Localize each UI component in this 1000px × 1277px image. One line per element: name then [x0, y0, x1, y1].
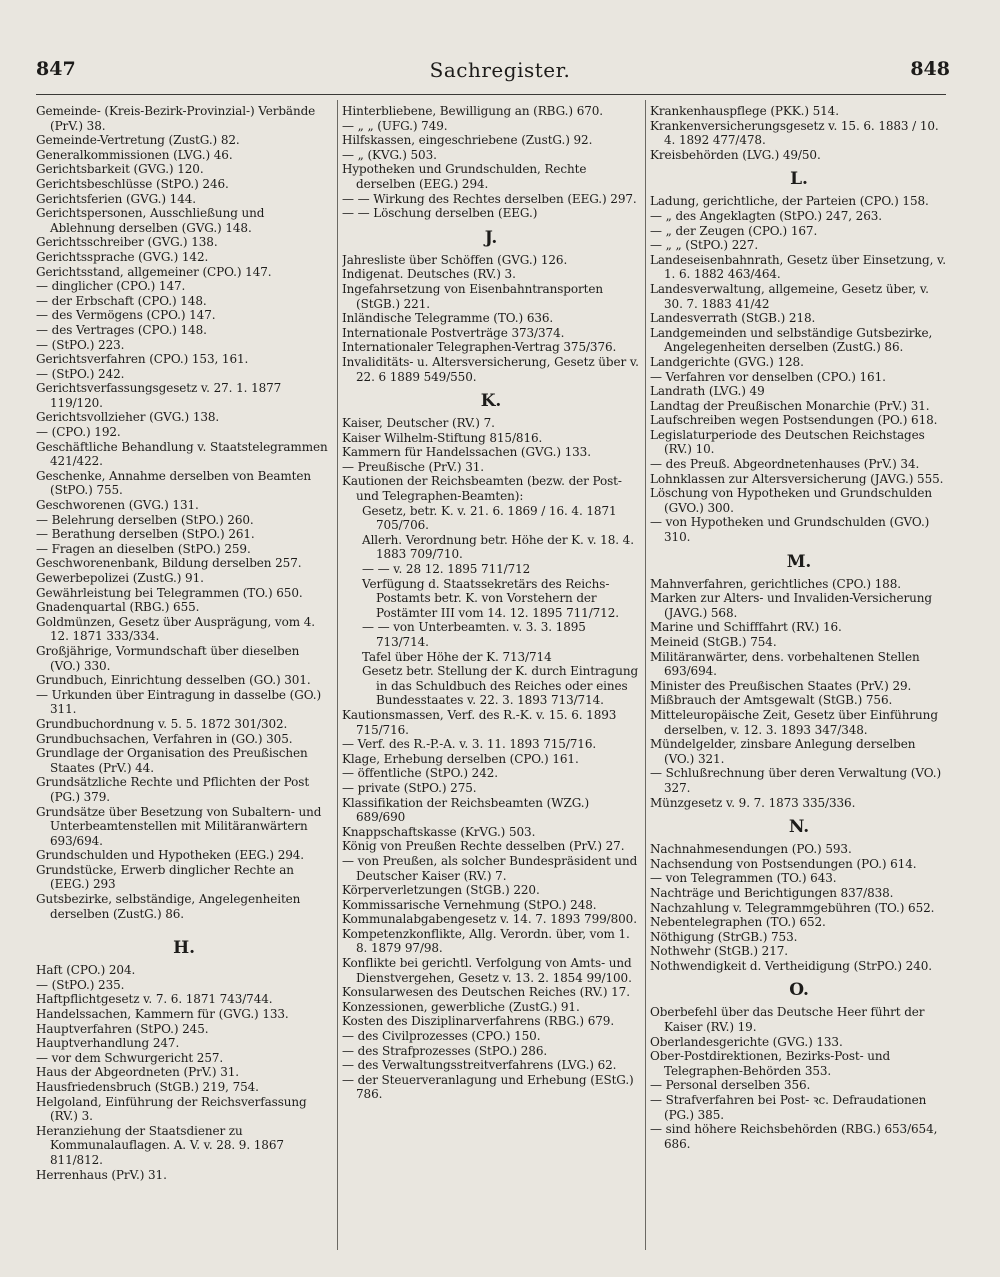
index-entry: Haftpflichtgesetz v. 7. 6. 1871 743/744. — [36, 992, 273, 1007]
index-entry: Münzgesetz v. 9. 7. 1873 335/336. — [650, 795, 856, 810]
index-entry: Gesetz, betr. K. v. 21. 6. 1869 / 16. 4. 1871 705/706. — [362, 503, 617, 533]
index-entry: Grundbuchordnung v. 5. 5. 1872 301/302. — [36, 716, 288, 731]
index-entry: — Schlußrechnung über deren Verwaltung (VO.) 327. — [650, 766, 942, 795]
index-entry: Konsularwesen des Deutschen Reiches (RV.) 17. — [342, 985, 630, 1000]
index-entry: Kreisbehörden (LVG.) 49/50. — [650, 147, 821, 162]
index-entry: Nothwendigkeit d. Vertheidigung (StrPO.) 240. — [650, 958, 932, 973]
spacer — [36, 921, 332, 931]
index-entry: — von Preußen, als solcher Bundespräsident und Deutscher Kaiser (RV.) 7. — [342, 853, 638, 883]
index-entry: — (CPO.) 192. — [36, 425, 121, 440]
index-entry: — (StPO.) 242. — [36, 366, 125, 381]
index-column-2 — [342, 104, 640, 1254]
index-entry: Gerichtsverfahren (CPO.) 153, 161. — [36, 352, 249, 367]
index-entry: Mitteleuropäische Zeit, Gesetz über Einführung derselben, v. 12. 3. 1893 347/348. — [650, 707, 938, 737]
index-entry: Krankenhauspflege (PKK.) 514. — [650, 104, 839, 118]
index-entry: Hypotheken und Grundschulden, Rechte derselben (EEG.) 294. — [342, 162, 587, 191]
index-entry: — „ „ (StPO.) 227. — [650, 238, 759, 253]
index-entry: Landgerichte (GVG.) 128. — [650, 354, 804, 369]
index-entry: Kaiser Wilhelm-Stiftung 815/816. — [342, 430, 543, 445]
index-entry: — vor dem Schwurgericht 257. — [36, 1050, 224, 1065]
index-entry: Oberbefehl über das Deutsche Heer führt der Kaiser (RV.) 19. — [650, 1005, 925, 1035]
page-number-left: 847 — [36, 58, 76, 80]
index-entry: — — Wirkung des Rechtes derselben (EEG.) 297. — [342, 191, 637, 206]
index-entry: Nöthigung (StrGB.) 753. — [650, 929, 798, 944]
header-rule — [36, 94, 946, 95]
index-entry: Landgemeinden und selbständige Gutsbezirke, Angelegenheiten derselben (ZustG.) 86. — [650, 325, 933, 355]
index-entry: Körperverletzungen (StGB.) 220. — [342, 883, 540, 898]
index-entry: Gemeinde- (Kreis-Bezirk-Provinzial-) Verbände (PrV.) 38. — [36, 104, 316, 133]
index-entry: Hausfriedensbruch (StGB.) 219, 754. — [36, 1080, 259, 1094]
index-entry: — „ (KVG.) 503. — [342, 147, 437, 162]
index-entry: Mündelgelder, zinsbare Anlegung derselben (VO.) 321. — [650, 737, 916, 766]
index-entry: Kautionsmassen, Verf. des R.-K. v. 15. 6. 1893 715/716. — [342, 707, 617, 737]
index-entry: Kommunalabgabengesetz v. 14. 7. 1893 799/800. — [342, 912, 637, 927]
section-letter: H. — [173, 938, 195, 959]
index-entry: — der Steuerveranlagung und Erhebung (EStG.) 786. — [342, 1072, 634, 1102]
index-entry: Nachträge und Berichtigungen 837/838. — [650, 885, 894, 900]
index-entry: — „ des Angeklagten (StPO.) 247, 263. — [650, 208, 882, 223]
index-entry: — des Civilprozesses (CPO.) 150. — [342, 1029, 541, 1044]
index-entry: Jahresliste über Schöffen (GVG.) 126. — [342, 252, 568, 267]
index-entry: — von Hypotheken und Grundschulden (GVO.) 310. — [650, 515, 930, 545]
index-entry: Gerichtssprache (GVG.) 142. — [36, 249, 209, 264]
index-entry: Grundlage der Organisation des Preußischen Staates (PrV.) 44. — [36, 746, 308, 775]
index-entry: Nothwehr (StGB.) 217. — [650, 944, 788, 959]
index-entry: Indigenat. Deutsches (RV.) 3. — [342, 267, 516, 282]
index-entry: — „ der Zeugen (CPO.) 167. — [650, 223, 818, 238]
index-entry: — Belehrung derselben (StPO.) 260. — [36, 512, 254, 527]
index-entry: Grundsätze über Besetzung von Subaltern- und Unterbeamtenstellen mit Militäranwärtern 693/694. — [36, 804, 322, 848]
index-entry: Konflikte bei gerichtl. Verfolgung von Amts- und Dienstvergehen, Gesetz v. 13. 2. 1854 99/100. — [342, 956, 632, 985]
index-entry: Internationale Postverträge 373/374. — [342, 325, 565, 340]
index-entry: Goldmünzen, Gesetz über Ausprägung, vom 4. 12. 1871 333/334. — [36, 614, 315, 644]
column-divider — [337, 100, 338, 1250]
index-entry: Gerichtsschreiber (GVG.) 138. — [36, 235, 218, 250]
index-entry: Marken zur Alters- und Invaliden-Versicherung (JAVG.) 568. — [650, 591, 932, 620]
index-entry: — Verf. des R.-P.-A. v. 3. 11. 1893 715/716. — [342, 737, 597, 752]
index-entry: Gnadenquartal (RBG.) 655. — [36, 600, 200, 615]
index-entry: — — Löschung derselben (EEG.) — [342, 206, 538, 221]
index-entry: Gerichtsstand, allgemeiner (CPO.) 147. — [36, 264, 272, 279]
index-entry: Kammern für Handelssachen (GVG.) 133. — [342, 445, 591, 460]
index-entry: König von Preußen Rechte desselben (PrV.) 27. — [342, 839, 625, 854]
index-entry: Legislaturperiode des Deutschen Reichstages (RV.) 10. — [650, 427, 925, 457]
section-letter: O. — [789, 980, 809, 1001]
index-entry: Marine und Schifffahrt (RV.) 16. — [650, 620, 842, 635]
index-entry: Nebentelegraphen (TO.) 652. — [650, 915, 826, 930]
index-entry: Laufschreiben wegen Postsendungen (PO.) 618. — [650, 413, 938, 428]
index-entry: Internationaler Telegraphen-Vertrag 375/376. — [342, 340, 617, 355]
index-entry: — des Verwaltungsstreitverfahrens (LVG.) 62. — [342, 1058, 617, 1073]
index-entry: Inländische Telegramme (TO.) 636. — [342, 311, 554, 326]
index-entry: — des Vermögens (CPO.) 147. — [36, 308, 216, 323]
index-entry: Gutsbezirke, selbständige, Angelegenheiten derselben (ZustG.) 86. — [36, 892, 301, 921]
index-entry: Hilfskassen, eingeschriebene (ZustG.) 92. — [342, 133, 593, 148]
index-entry: Landesverwaltung, allgemeine, Gesetz über, v. 30. 7. 1883 41/42 — [650, 281, 929, 311]
index-entry: Kompetenzkonflikte, Allg. Verordn. über, vom 1. 8. 1879 97/98. — [342, 926, 630, 956]
index-entry: Nachsendung von Postsendungen (PO.) 614. — [650, 856, 917, 871]
section-letter: N. — [788, 817, 810, 838]
index-entry: Gesetz betr. Stellung der K. durch Eintragung in das Schuldbuch des Reiches oder eines Bundesstaates v. 22. 3. 1893 713/714. — [362, 664, 639, 708]
index-entry: Hinterbliebene, Bewilligung an (RBG.) 670. — [342, 104, 604, 118]
index-entry: — — v. 28 12. 1895 711/712 — [362, 562, 531, 577]
index-entry: Krankenversicherungsgesetz v. 15. 6. 1883 / 10. 4. 1892 477/478. — [650, 118, 939, 148]
index-entry: — Preußische (PrV.) 31. — [342, 459, 484, 474]
index-entry: Ladung, gerichtliche, der Parteien (CPO.) 158. — [650, 194, 929, 209]
index-column-1 — [36, 104, 332, 1254]
index-entry: — Berathung derselben (StPO.) 261. — [36, 527, 255, 542]
index-entry: Landtag der Preußischen Monarchie (PrV.) 31. — [650, 398, 930, 413]
index-entry: Klassifikation der Reichsbeamten (WZG.) 689/690 — [342, 795, 590, 825]
index-entry: Mißbrauch der Amtsgewalt (StGB.) 756. — [650, 693, 893, 708]
index-entry: Allerh. Verordnung betr. Höhe der K. v. 18. 4. 1883 709/710. — [362, 532, 634, 562]
index-entry: Gerichtsbarkeit (GVG.) 120. — [36, 162, 204, 177]
index-entry: — dinglicher (CPO.) 147. — [36, 279, 186, 294]
index-entry: — Personal derselben 356. — [650, 1078, 811, 1093]
index-entry: Geschenke, Annahme derselben von Beamten (StPO.) 755. — [36, 468, 312, 498]
index-entry: Konzessionen, gewerbliche (ZustG.) 91. — [342, 999, 580, 1014]
index-entry: Landesverrath (StGB.) 218. — [650, 311, 816, 326]
index-entry: — Verfahren vor denselben (CPO.) 161. — [650, 369, 886, 384]
index-entry: Nachzahlung v. Telegrammgebühren (TO.) 652. — [650, 900, 935, 915]
index-entry: Minister des Preußischen Staates (PrV.) 29. — [650, 678, 912, 693]
index-entry: Geschworenen (GVG.) 131. — [36, 498, 199, 513]
index-column-3 — [650, 104, 948, 1254]
index-entry: — des Preuß. Abgeordnetenhauses (PrV.) 34. — [650, 457, 920, 472]
index-entry: Helgoland, Einführung der Reichsverfassung (RV.) 3. — [36, 1094, 307, 1124]
index-entry: Hauptverhandlung 247. — [36, 1036, 180, 1051]
index-entry: Oberlandesgerichte (GVG.) 133. — [650, 1034, 843, 1049]
index-entry: Gemeinde-Vertretung (ZustG.) 82. — [36, 133, 240, 148]
index-entry: Großjährige, Vormundschaft über dieselben (VO.) 330. — [36, 643, 300, 673]
index-entry: Mahnverfahren, gerichtliches (CPO.) 188. — [650, 576, 901, 591]
index-entry: Grundbuchsachen, Verfahren in (GO.) 305. — [36, 731, 293, 746]
index-entry: Gerichtspersonen, Ausschließung und Ablehnung derselben (GVG.) 148. — [36, 206, 265, 235]
section-letter: J. — [484, 227, 498, 248]
index-entry: Lohnklassen zur Altersversicherung (JAVG.) 555. — [650, 471, 944, 486]
index-entry: — von Telegrammen (TO.) 643. — [650, 871, 837, 886]
index-entry: Militäranwärter, dens. vorbehaltenen Stellen 693/694. — [650, 649, 920, 679]
column-divider — [645, 100, 646, 1250]
index-entry: Löschung von Hypotheken und Grundschulden (GVO.) 300. — [650, 486, 933, 515]
index-entry: Ober-Postdirektionen, Bezirks-Post- und Telegraphen-Behörden 353. — [650, 1049, 891, 1078]
index-entry: Klage, Erhebung derselben (CPO.) 161. — [342, 751, 579, 766]
index-entry: Geschworenenbank, Bildung derselben 257. — [36, 556, 302, 571]
index-entry: Kaiser, Deutscher (RV.) 7. — [342, 416, 495, 431]
index-entry: Gewerbepolizei (ZustG.) 91. — [36, 571, 204, 585]
index-entry: Ingefahrsetzung von Eisenbahntransporten (StGB.) 221. — [342, 281, 603, 311]
index-entry: Gerichtsferien (GVG.) 144. — [36, 191, 196, 206]
index-entry: Geschäftliche Behandlung v. Staatstelegrammen 421/422. — [36, 439, 328, 469]
page-number-right: 848 — [910, 58, 950, 80]
section-letter: K. — [480, 391, 502, 412]
index-entry: — Strafverfahren bei Post- ꝛc. Defraudationen (PG.) 385. — [650, 1093, 927, 1122]
index-entry: Grundsätzliche Rechte und Pflichten der Post (PG.) 379. — [36, 775, 310, 804]
index-entry: — Fragen an dieselben (StPO.) 259. — [36, 541, 251, 556]
index-entry: Herrenhaus (PrV.) 31. — [36, 1167, 167, 1182]
index-entry: Gerichtsverfassungsgesetz v. 27. 1. 1877 119/120. — [36, 381, 282, 410]
index-entry: — (StPO.) 223. — [36, 337, 125, 352]
index-entry: — öffentliche (StPO.) 242. — [342, 766, 498, 781]
index-entry: Gerichtsvollzieher (GVG.) 138. — [36, 410, 220, 425]
index-entry: Landrath (LVG.) 49 — [650, 384, 765, 399]
index-entry: Grundbuch, Einrichtung desselben (GO.) 301. — [36, 673, 311, 688]
index-entry: — des Vertrages (CPO.) 148. — [36, 322, 207, 337]
index-entry: — der Erbschaft (CPO.) 148. — [36, 293, 207, 308]
index-entry: Gerichtsbeschlüsse (StPO.) 246. — [36, 176, 229, 191]
section-letter: L. — [790, 169, 808, 190]
index-entry: Grundschulden und Hypotheken (EEG.) 294. — [36, 848, 305, 863]
index-entry: Verfügung d. Staatssekretärs des Reichs-Postamts betr. K. von Vorstehern der Postämter III vom 14. 12. 1895 711/712. — [362, 576, 619, 620]
index-entry: — sind höhere Reichsbehörden (RBG.) 653/654, 686. — [650, 1122, 938, 1151]
index-entry: — „ „ (UFG.) 749. — [342, 118, 448, 133]
index-entry: Hauptverfahren (StPO.) 245. — [36, 1021, 209, 1036]
index-entry: Kautionen der Reichsbeamten (bezw. der Post- und Telegraphen-Beamten): — [342, 474, 622, 504]
index-entry: Kommissarische Vernehmung (StPO.) 248. — [342, 897, 597, 912]
index-entry: Haft (CPO.) 204. — [36, 963, 136, 978]
index-entry: Tafel über Höhe der K. 713/714 — [362, 649, 552, 664]
index-entry: Meineid (StGB.) 754. — [650, 635, 777, 649]
index-entry: — (StPO.) 235. — [36, 977, 125, 992]
section-letter: M. — [786, 551, 812, 572]
index-entry: — — von Unterbeamten. v. 3. 3. 1895 713/714. — [362, 620, 586, 649]
index-entry: Handelssachen, Kammern für (GVG.) 133. — [36, 1007, 289, 1022]
index-entry: Gewährleistung bei Telegrammen (TO.) 650. — [36, 585, 303, 600]
page-title: Sachregister. — [429, 58, 571, 82]
index-entry: Heranziehung der Staatsdiener zu Kommunalauflagen. A. V. v. 28. 9. 1867 811/812. — [36, 1123, 284, 1167]
index-entry: Invaliditäts- u. Altersversicherung, Gesetz über v. 22. 6 1889 549/550. — [342, 354, 639, 384]
index-entry: Nachnahmesendungen (PO.) 593. — [650, 842, 852, 857]
index-entry: — private (StPO.) 275. — [342, 780, 477, 795]
index-entry: — des Strafprozesses (StPO.) 286. — [342, 1043, 548, 1058]
index-entry: Knappschaftskasse (KrVG.) 503. — [342, 824, 536, 839]
index-entry: Generalkommissionen (LVG.) 46. — [36, 147, 233, 162]
index-entry: Haus der Abgeordneten (PrV.) 31. — [36, 1065, 239, 1080]
index-entry: Landeseisenbahnrath, Gesetz über Einsetzung, v. 1. 6. 1882 463/464. — [650, 252, 947, 282]
index-entry: Kosten des Disziplinarverfahrens (RBG.) 679. — [342, 1014, 615, 1029]
index-entry: Grundstücke, Erwerb dinglicher Rechte an (EEG.) 293 — [36, 862, 294, 892]
index-entry: — Urkunden über Eintragung in dasselbe (GO.) 311. — [36, 687, 322, 717]
